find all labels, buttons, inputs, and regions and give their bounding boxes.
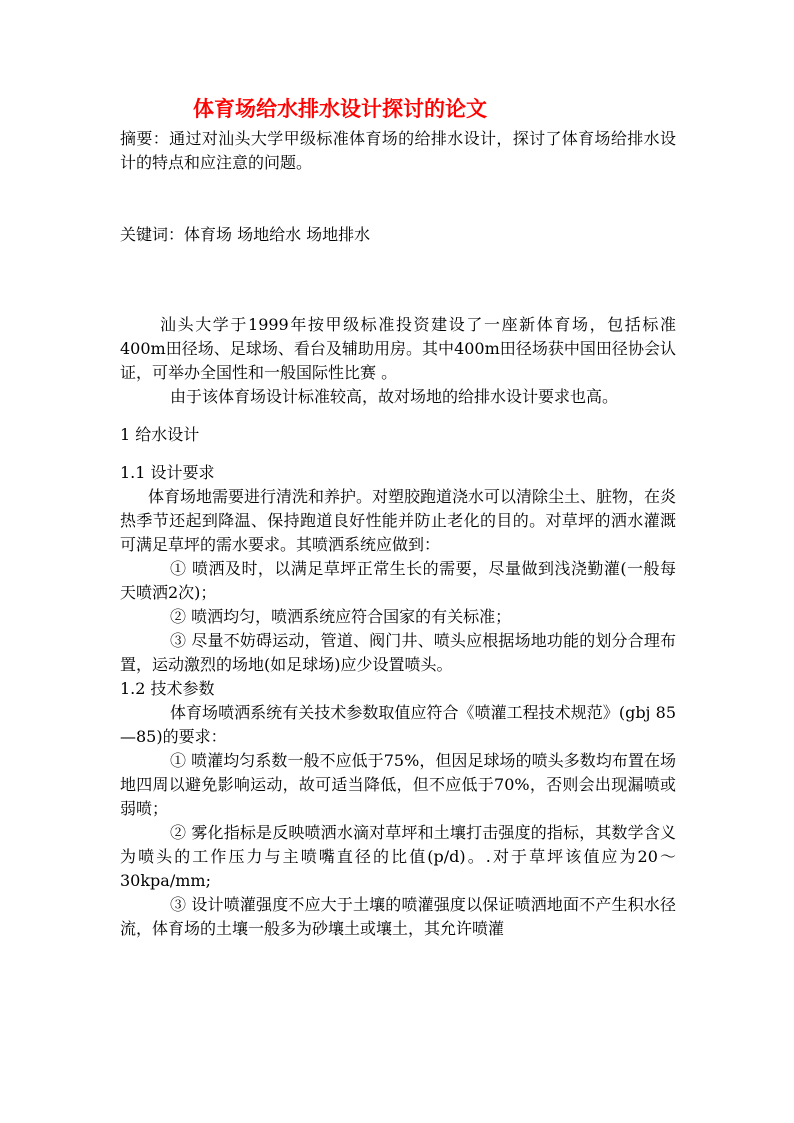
s11-item-3: ③ 尽量不妨碍运动，管道、阀门井、喷头应根据场地功能的划分合理布置，运动激烈的场地(如足球场)应少设置喷头。 <box>120 631 676 674</box>
document-title: 体育场给水排水设计探讨的论文 <box>193 96 487 121</box>
intro-paragraph-2: 由于该体育场设计标准较高，故对场地的给排水设计要求也高。 <box>170 387 619 406</box>
spacer <box>120 247 676 313</box>
document-body <box>120 95 676 941</box>
abstract-paragraph: 摘要：通过对汕头大学甲级标准体育场的给排水设计，探讨了体育场给排水设计的特点和应注意的问题。 <box>120 129 676 172</box>
section-heading-1: 1 给水设计 <box>120 425 200 444</box>
intro-paragraph-1: 汕头大学于1999年按甲级标准投资建设了一座新体育场，包括标准400m田径场、足球场、看台及辅助用房。其中400m田径场获中国田径协会认证，可举办全国性和一般国际性比赛 。 <box>120 315 676 382</box>
s12-item-3: ③ 设计喷灌强度不应大于土壤的喷灌强度以保证喷洒地面不产生积水径流，体育场的土壤一般多为砂壤土或壤土，其允许喷灌 <box>120 895 676 938</box>
section-heading-1-2: 1.2 技术参数 <box>120 679 215 698</box>
s11-paragraph: 体育场地需要进行清洗和养护。对塑胶跑道浇水可以清除尘土、脏物，在炎热季节还起到降温、保持跑道良好性能并防止老化的目的。对草坪的洒水灌溉可满足草坪的需水要求。其喷洒系统应做到： <box>120 487 677 554</box>
s11-item-2: ② 喷洒均匀，喷洒系统应符合国家的有关标准； <box>170 607 512 626</box>
keywords-line: 关键词：体育场 场地给水 场地排水 <box>120 225 371 244</box>
s11-item-1: ① 喷洒及时，以满足草坪正常生长的需要，尽量做到浅浇勤灌(一般每天喷洒2次)； <box>120 559 676 602</box>
s12-paragraph: 体育场喷洒系统有关技术参数取值应符合《喷灌工程技术规范》(gbj 85—85)的要求： <box>120 703 676 746</box>
spacer <box>120 175 676 223</box>
spacer <box>120 447 676 461</box>
section-heading-1-1: 1.1 设计要求 <box>120 463 215 482</box>
s12-item-2: ② 雾化指标是反映喷洒水滴对草坪和土壤打击强度的指标，其数学含义为喷头的工作压力与主喷嘴直径的比值(p/d)。.对于草坪该值应为20～30kpa/mm; <box>120 823 676 890</box>
s12-item-1: ① 喷灌均匀系数一般不应低于75%，但因足球场的喷头多数均布置在场地四周以避免影响运动，故可适当降低，但不应低于70%，否则会出现漏喷或弱喷； <box>120 751 676 818</box>
spacer <box>120 409 676 423</box>
